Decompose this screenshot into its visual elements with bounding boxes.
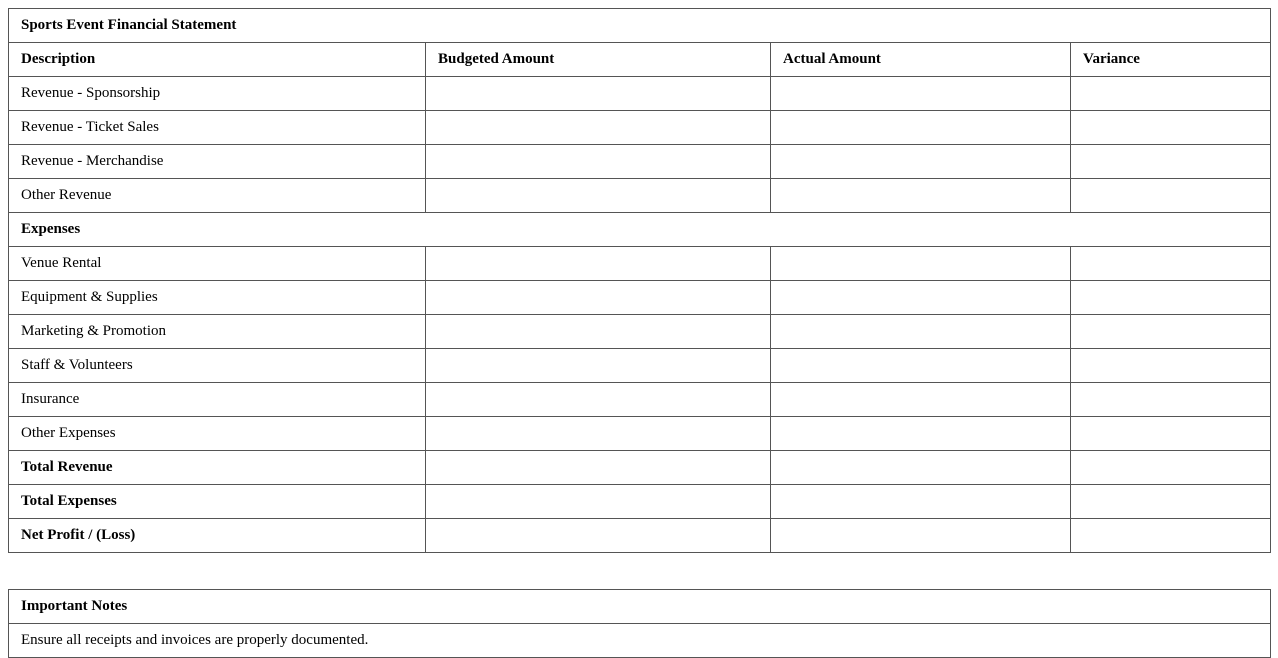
row-label: Venue Rental xyxy=(9,247,426,281)
table-row xyxy=(9,349,1271,383)
header-variance: Variance xyxy=(1071,43,1271,77)
variance-cell xyxy=(1071,417,1271,451)
table-row xyxy=(9,179,1271,213)
budgeted-amount-cell xyxy=(426,383,771,417)
table-row xyxy=(9,247,1271,281)
actual-amount-cell xyxy=(771,519,1071,553)
actual-amount-cell xyxy=(771,315,1071,349)
statement-title: Sports Event Financial Statement xyxy=(9,9,1271,43)
actual-amount-cell xyxy=(771,247,1071,281)
table-row xyxy=(9,383,1271,417)
actual-amount-cell xyxy=(771,111,1071,145)
variance-cell xyxy=(1071,383,1271,417)
variance-cell xyxy=(1071,315,1271,349)
expenses-heading-row xyxy=(9,213,1271,247)
row-label: Revenue - Merchandise xyxy=(9,145,426,179)
budgeted-amount-cell xyxy=(426,179,771,213)
actual-amount-cell xyxy=(771,349,1071,383)
row-label: Other Revenue xyxy=(9,179,426,213)
actual-amount-cell xyxy=(771,417,1071,451)
notes-title-row xyxy=(9,590,1271,624)
table-row xyxy=(9,315,1271,349)
actual-amount-cell xyxy=(771,485,1071,519)
notes-item: Ensure all receipts and invoices are properly documented. xyxy=(9,624,1271,658)
row-label: Net Profit / (Loss) xyxy=(9,519,426,553)
actual-amount-cell xyxy=(771,383,1071,417)
row-label: Other Expenses xyxy=(9,417,426,451)
budgeted-amount-cell xyxy=(426,451,771,485)
notes-item-row xyxy=(9,624,1271,658)
row-label: Total Revenue xyxy=(9,451,426,485)
table-row xyxy=(9,77,1271,111)
row-label: Total Expenses xyxy=(9,485,426,519)
header-row xyxy=(9,43,1271,77)
variance-cell xyxy=(1071,179,1271,213)
table-row xyxy=(9,281,1271,315)
budgeted-amount-cell xyxy=(426,247,771,281)
variance-cell xyxy=(1071,485,1271,519)
variance-cell xyxy=(1071,281,1271,315)
budgeted-amount-cell xyxy=(426,111,771,145)
table-row xyxy=(9,451,1271,485)
budgeted-amount-cell xyxy=(426,349,771,383)
variance-cell xyxy=(1071,247,1271,281)
row-label: Revenue - Ticket Sales xyxy=(9,111,426,145)
actual-amount-cell xyxy=(771,77,1071,111)
header-budgeted-amount: Budgeted Amount xyxy=(426,43,771,77)
variance-cell xyxy=(1071,145,1271,179)
row-label: Equipment & Supplies xyxy=(9,281,426,315)
row-label: Revenue - Sponsorship xyxy=(9,77,426,111)
variance-cell xyxy=(1071,451,1271,485)
budgeted-amount-cell xyxy=(426,281,771,315)
header-actual-amount: Actual Amount xyxy=(771,43,1071,77)
header-description: Description xyxy=(9,43,426,77)
budgeted-amount-cell xyxy=(426,315,771,349)
row-label: Staff & Volunteers xyxy=(9,349,426,383)
budgeted-amount-cell xyxy=(426,145,771,179)
actual-amount-cell xyxy=(771,281,1071,315)
variance-cell xyxy=(1071,77,1271,111)
budgeted-amount-cell xyxy=(426,519,771,553)
row-label: Insurance xyxy=(9,383,426,417)
actual-amount-cell xyxy=(771,179,1071,213)
table-row xyxy=(9,519,1271,553)
table-row xyxy=(9,485,1271,519)
variance-cell xyxy=(1071,519,1271,553)
budgeted-amount-cell xyxy=(426,77,771,111)
table-row xyxy=(9,111,1271,145)
expenses-heading: Expenses xyxy=(9,213,1271,247)
actual-amount-cell xyxy=(771,451,1071,485)
statement-title-row xyxy=(9,9,1271,43)
budgeted-amount-cell xyxy=(426,417,771,451)
budgeted-amount-cell xyxy=(426,485,771,519)
row-label: Marketing & Promotion xyxy=(9,315,426,349)
variance-cell xyxy=(1071,349,1271,383)
actual-amount-cell xyxy=(771,145,1071,179)
notes-table xyxy=(8,589,1271,658)
variance-cell xyxy=(1071,111,1271,145)
notes-title: Important Notes xyxy=(9,590,1271,624)
table-row xyxy=(9,145,1271,179)
financial-statement-table xyxy=(8,8,1271,553)
table-row xyxy=(9,417,1271,451)
